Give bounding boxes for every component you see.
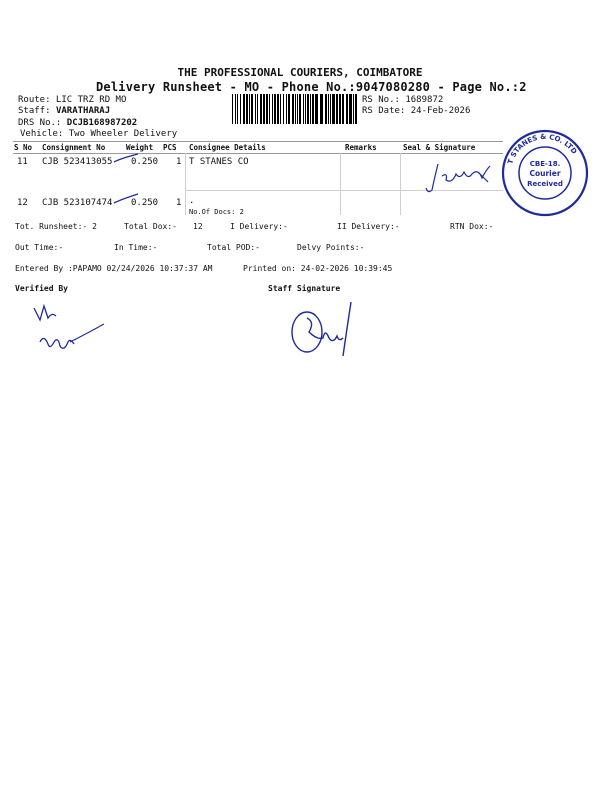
barcode-bar (342, 94, 344, 124)
barcode-bar (310, 94, 311, 124)
row-11-pcs: 1 (176, 157, 182, 167)
barcode-bar (353, 94, 354, 124)
barcode-bar (260, 94, 262, 124)
total-pod: Total POD:- (207, 243, 260, 252)
row-12-consignment: CJB 523107474 (42, 198, 113, 208)
barcode-bar (274, 94, 276, 124)
barcode-bar (240, 94, 241, 124)
barcode-bar (339, 94, 341, 124)
col-weight: Weight (126, 143, 154, 152)
barcode-bar (266, 94, 268, 124)
total-dox-value: 12 (193, 222, 203, 231)
barcode-bar (232, 94, 233, 124)
vehicle-text: Vehicle: Two Wheeler Delivery (20, 129, 178, 139)
barcode-bar (332, 94, 335, 124)
delvy-points: Delvy Points:- (297, 243, 365, 252)
barcode-bar (243, 94, 245, 124)
barcode-bar (299, 94, 301, 124)
barcode-bar (283, 94, 284, 124)
row-12-consignee: . (189, 196, 195, 206)
col-consignee: Consignee Details (189, 143, 266, 152)
staff-line (18, 106, 110, 116)
barcode-bar (336, 94, 338, 124)
barcode-bar (330, 94, 331, 124)
tick-mark-row-12 (112, 190, 142, 206)
barcode-bar (346, 94, 348, 124)
row-12-pcs: 1 (176, 198, 182, 208)
row-12-docs-note: No.Of Docs: 2 (189, 208, 244, 216)
barcode-bar (297, 94, 298, 124)
barcode-bar (355, 94, 357, 124)
barcode-bar (295, 94, 296, 124)
rtn-dox: RTN Dox:- (450, 222, 494, 231)
grid-line (340, 153, 341, 215)
header-top-rule (13, 141, 503, 142)
tick-mark-row-11 (112, 150, 142, 166)
row-12-sno: 12 (17, 198, 28, 208)
barcode-bar (328, 94, 329, 124)
in-time: In Time:- (114, 243, 158, 252)
out-time: Out Time:- (15, 243, 64, 252)
barcode-bar (288, 94, 290, 124)
barcode-bar (277, 94, 279, 124)
barcode-bar (320, 94, 323, 124)
barcode-bar (325, 94, 327, 124)
barcode-bar (315, 94, 318, 124)
stamp-line-1: CBE-18. (529, 160, 561, 168)
barcode-bar (305, 94, 306, 124)
company-title: THE PROFESSIONAL COURIERS, COIMBATORE (177, 66, 423, 79)
staff-label: Staff: (18, 106, 51, 116)
ii-delivery: II Delivery:- (337, 222, 400, 231)
company-stamp (500, 128, 590, 218)
barcode-bar (249, 94, 250, 124)
barcode-bar (292, 94, 294, 124)
barcode-bar (237, 94, 238, 124)
row-12-weight: 0.250 (131, 198, 159, 208)
col-sno: S No (14, 143, 33, 152)
tot-runsheet: Tot. Runsheet:- 2 (15, 222, 97, 231)
barcode-bar (303, 94, 304, 124)
row-11-consignment: CJB 523413055 (42, 157, 113, 167)
barcode-bar (257, 94, 258, 124)
row-11-sno: 11 (17, 157, 28, 167)
col-seal-signature: Seal & Signature (403, 143, 476, 152)
barcode-bar (235, 94, 236, 124)
grid-line (185, 153, 186, 215)
drs-value: DCJB168987202 (66, 118, 138, 128)
verified-by-label: Verified By (15, 284, 68, 293)
staff-signature-mark (285, 298, 365, 362)
barcode-bar (251, 94, 253, 124)
barcode-bar (286, 94, 287, 124)
staff-value: VARATHARAJ (55, 106, 111, 116)
barcode-bar (255, 94, 256, 124)
col-consignment: Consignment No (42, 143, 106, 152)
stamp-line-2: Courier (529, 169, 561, 178)
row-11-consignee: T STANES CO (189, 157, 249, 167)
barcode-bar (269, 94, 270, 124)
barcode-bar (246, 94, 248, 124)
barcode-bar (312, 94, 314, 124)
printed-on: Printed on: 24-02-2026 10:39:45 (243, 264, 393, 273)
receiver-signature (424, 160, 494, 196)
barcode-image (232, 94, 358, 124)
rs-date: RS Date: 24-Feb-2026 (362, 106, 471, 116)
total-dox-label: Total Dox:- (124, 222, 177, 231)
barcode-bar (280, 94, 281, 124)
header-bottom-rule (13, 153, 503, 154)
barcode-bar (307, 94, 309, 124)
barcode-bar (263, 94, 265, 124)
barcode-bar (272, 94, 273, 124)
grid-line (400, 153, 401, 215)
staff-signature-label: Staff Signature (268, 284, 341, 293)
rs-number: RS No.: 1689872 (362, 95, 444, 105)
i-delivery: I Delivery:- (230, 222, 288, 231)
col-pcs: PCS (163, 143, 177, 152)
entered-by: Entered By :PAPAMO 02/24/2026 10:37:37 AM (15, 264, 213, 273)
col-remarks: Remarks (345, 143, 377, 152)
barcode-bar (349, 94, 352, 124)
verifier-signature (30, 298, 110, 360)
drs-line (18, 118, 137, 128)
row-11-weight: 0.250 (131, 157, 159, 167)
stamp-line-3: Received (527, 180, 563, 188)
route-text: Route: LIC TRZ RD MO (18, 95, 127, 105)
stamp-ring-text: T STANES & CO. LTD (506, 132, 579, 166)
drs-label: DRS No.: (18, 118, 62, 128)
runsheet-title: Delivery Runsheet - MO - Phone No.:9047080280 - Page No.:2 (96, 80, 527, 94)
